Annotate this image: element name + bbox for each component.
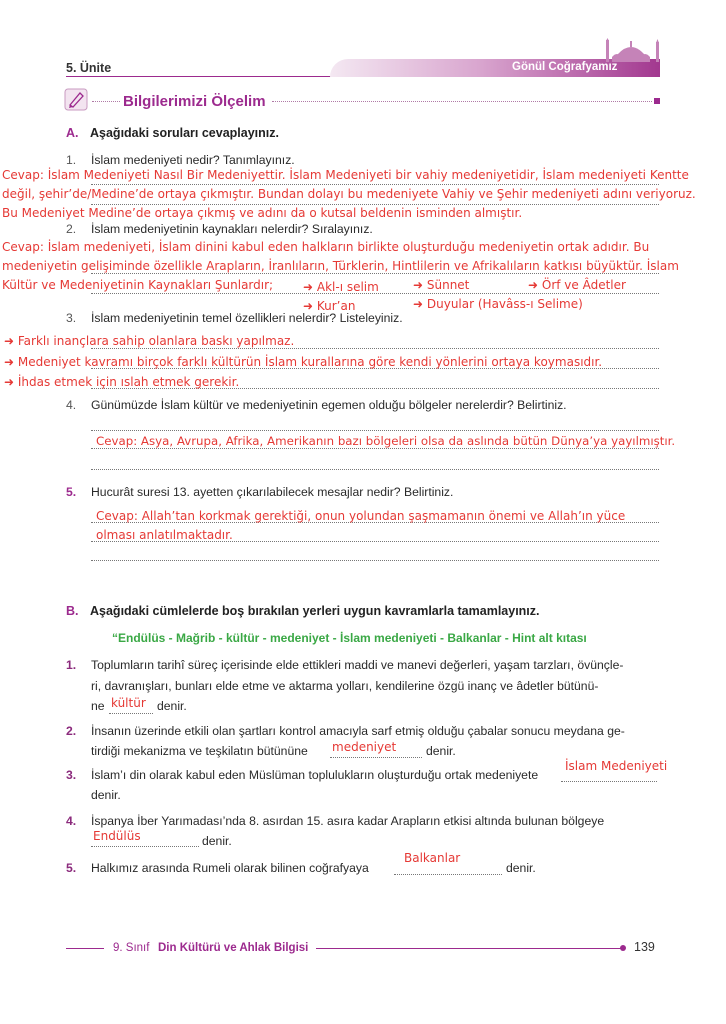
b3-number: 3. [66,768,77,782]
footer [0,930,726,970]
q4-answer: Cevap: Asya, Avrupa, Afrika, Amerikanın bazı bölgeleri olsa da aslında bütün Dünya’ya yayılmıştır. [96,434,676,448]
q5-answer-line-2: olması anlatılmaktadır. [96,528,233,542]
q2-answer-line-1: Cevap: İslam medeniyeti, İslam dinini kabul eden halkların birlikte oluşturduğu medeniyetin ortak adıdır. Bu [2,240,650,254]
footer-subject: Din Kültürü ve Ahlak Bilgisi [158,942,309,954]
blank-line [330,757,422,758]
word-bank: “Endülüs - Mağrib - kültür - medeniyet - İslam medeniyeti - Balkanlar - Hint alt kıtası [112,631,587,645]
b1-line-1: Toplumların tarihî süreç içerisinde elde ettikleri maddi ve manevi değerleri, yaşam tarzları, övünçle- [91,658,624,672]
b4-line-1: İspanya İber Yarımadası’nda 8. asırdan 15. asıra kadar Arapların etkisi altında bulunan bölgeye [91,814,605,828]
banner-title: Gönül Coğrafyamız [512,61,618,73]
section-title: Bilgilerimizi Ölçelim [123,93,266,110]
b3-answer: İslam Medeniyeti [565,759,668,773]
q2-source-duyular: ➜ Duyular (Havâss-ı Selime) [413,297,583,311]
b5-line-1: Halkımız arasında Rumeli olarak bilinen coğrafyaya [91,861,369,875]
answer-line [91,448,659,449]
b3-line-2: denir. [91,788,121,802]
b2-line-2: tirdiği mekanizma ve teşkilatın bütününe [91,744,308,758]
q3-answer-line-1: ➜ Farklı inançlara sahip olanlara baskı yapılmaz. [4,334,295,348]
b4-line-2: denir. [202,834,232,848]
answer-line [91,273,659,274]
b5-number: 5. [66,861,77,875]
part-a-instruction: Aşağıdaki soruları cevaplayınız. [90,126,279,140]
blank-line [91,846,199,847]
footer-rule-right [316,948,622,949]
q2-source-kuran: ➜ Kur’an [303,299,356,313]
q5-answer-line-1: Cevap: Allah’tan korkmak gerektiği, onun yolundan şaşmamanın önemi ve Allah’ın yüce [96,509,626,523]
b4-number: 4. [66,814,77,828]
answer-line [91,560,659,561]
q4-number: 4. [66,398,77,412]
footer-dot [620,945,626,951]
blank-line [109,713,153,714]
b1-number: 1. [66,658,77,672]
b5-answer: Balkanlar [404,851,461,865]
answer-line [91,348,659,349]
q2-number: 2. [66,222,77,236]
title-end-square [654,98,660,104]
page-header [0,0,726,90]
footer-grade: 9. Sınıf [113,942,150,954]
page-number: 139 [634,940,655,954]
b3-line-1: İslam’ı din olarak kabul eden Müslüman toplulukların oluşturduğu ortak medeniyete [91,768,539,782]
hand-pencil-icon [64,88,90,112]
blank-line [561,781,657,782]
title-dots-right [272,101,652,102]
answer-line [91,184,659,185]
q1-answer-line-1: Cevap: İslam Medeniyeti Nasıl Bir Medeniyettir. İslam Medeniyeti bir vahiy medeniyetidir, İslam medeniyeti Kentte [2,168,689,182]
q3-answer-line-3: ➜ İhdas etmek için ıslah etmek gerekir. [4,375,240,389]
q2-text: İslam medeniyetinin kaynakları nelerdir? Sıralayınız. [91,222,373,236]
q5-text: Hucurât suresi 13. ayetten çıkarılabilecek mesajlar nedir? Belirtiniz. [91,485,454,499]
b1-answer: kültür [111,696,146,710]
footer-rule-left [66,948,104,949]
q1-answer-line-3: Bu Medeniyet Medine’de ortaya çıkmış ve adını da o kutsal beldenin isminden almıştır. [2,206,523,220]
q2-source-sunnet: ➜ Sünnet [413,278,470,292]
q2-answer-line-2: medeniyetin gelişiminde özellikle Arapların, İranlıların, Türklerin, Hintlilerin ve Afrikalıların katkısı büyüktür. İslam [2,259,679,273]
q3-number: 3. [66,311,77,325]
b1-line-2: ri, davranışları, bunları elde etme ve aktarma yolları, kendilerine özgü inanç ve âdetler bütünü- [91,679,599,693]
header-rule [66,76,356,77]
title-dots-left [92,101,120,102]
part-b-letter: B. [66,604,79,618]
answer-line [91,469,659,470]
q2-source-akl: ➜ Akl-ı selim [303,280,379,294]
b4-answer: Endülüs [93,829,141,843]
q1-number: 1. [66,153,77,167]
answer-line [91,430,659,431]
q2-answer-line-3: Kültür ve Medeniyetinin Kaynakları Şunlardır; [2,278,274,292]
mosque-silhouette-icon [602,38,664,62]
part-b-instruction: Aşağıdaki cümlelerde boş bırakılan yerleri uygun kavramlarla tamamlayınız. [90,604,540,618]
b2-number: 2. [66,724,77,738]
blank-line [394,874,502,875]
b2-answer: medeniyet [332,740,397,754]
q1-answer-line-2: değil, şehir’de/Medine’de ortaya çıkmıştır. Bundan dolayı bu medeniyete Vahiy ve Şehir medeniyeti adını veriyoruz. [2,187,696,201]
b5-line-2: denir. [506,861,536,875]
b2-line-3: denir. [426,744,456,758]
part-a-letter: A. [66,126,79,140]
q4-text: Günümüzde İslam kültür ve medeniyetinin egemen olduğu bölgeler nerelerdir? Belirtiniz. [91,398,567,412]
q3-answer-line-2: ➜ Medeniyet kavramı birçok farklı kültürün İslam kurallarına göre kendi yönlerini ortaya koymasıdır. [4,355,603,369]
b1-line-3: ne [91,699,105,713]
unit-label: 5. Ünite [66,61,112,75]
q2-source-orf: ➜ Örf ve Âdetler [528,278,626,292]
q1-text: İslam medeniyeti nedir? Tanımlayınız. [91,153,295,167]
b2-line-1: İnsanın üzerinde etkili olan şartları kontrol amacıyla sarf etmiş olduğu çabalar sonucu meydana ge- [91,724,625,738]
b1-line-4: denir. [157,699,187,713]
q3-text: İslam medeniyetinin temel özellikleri nelerdir? Listeleyiniz. [91,311,403,325]
q5-number: 5. [66,485,77,499]
answer-line [91,204,659,205]
